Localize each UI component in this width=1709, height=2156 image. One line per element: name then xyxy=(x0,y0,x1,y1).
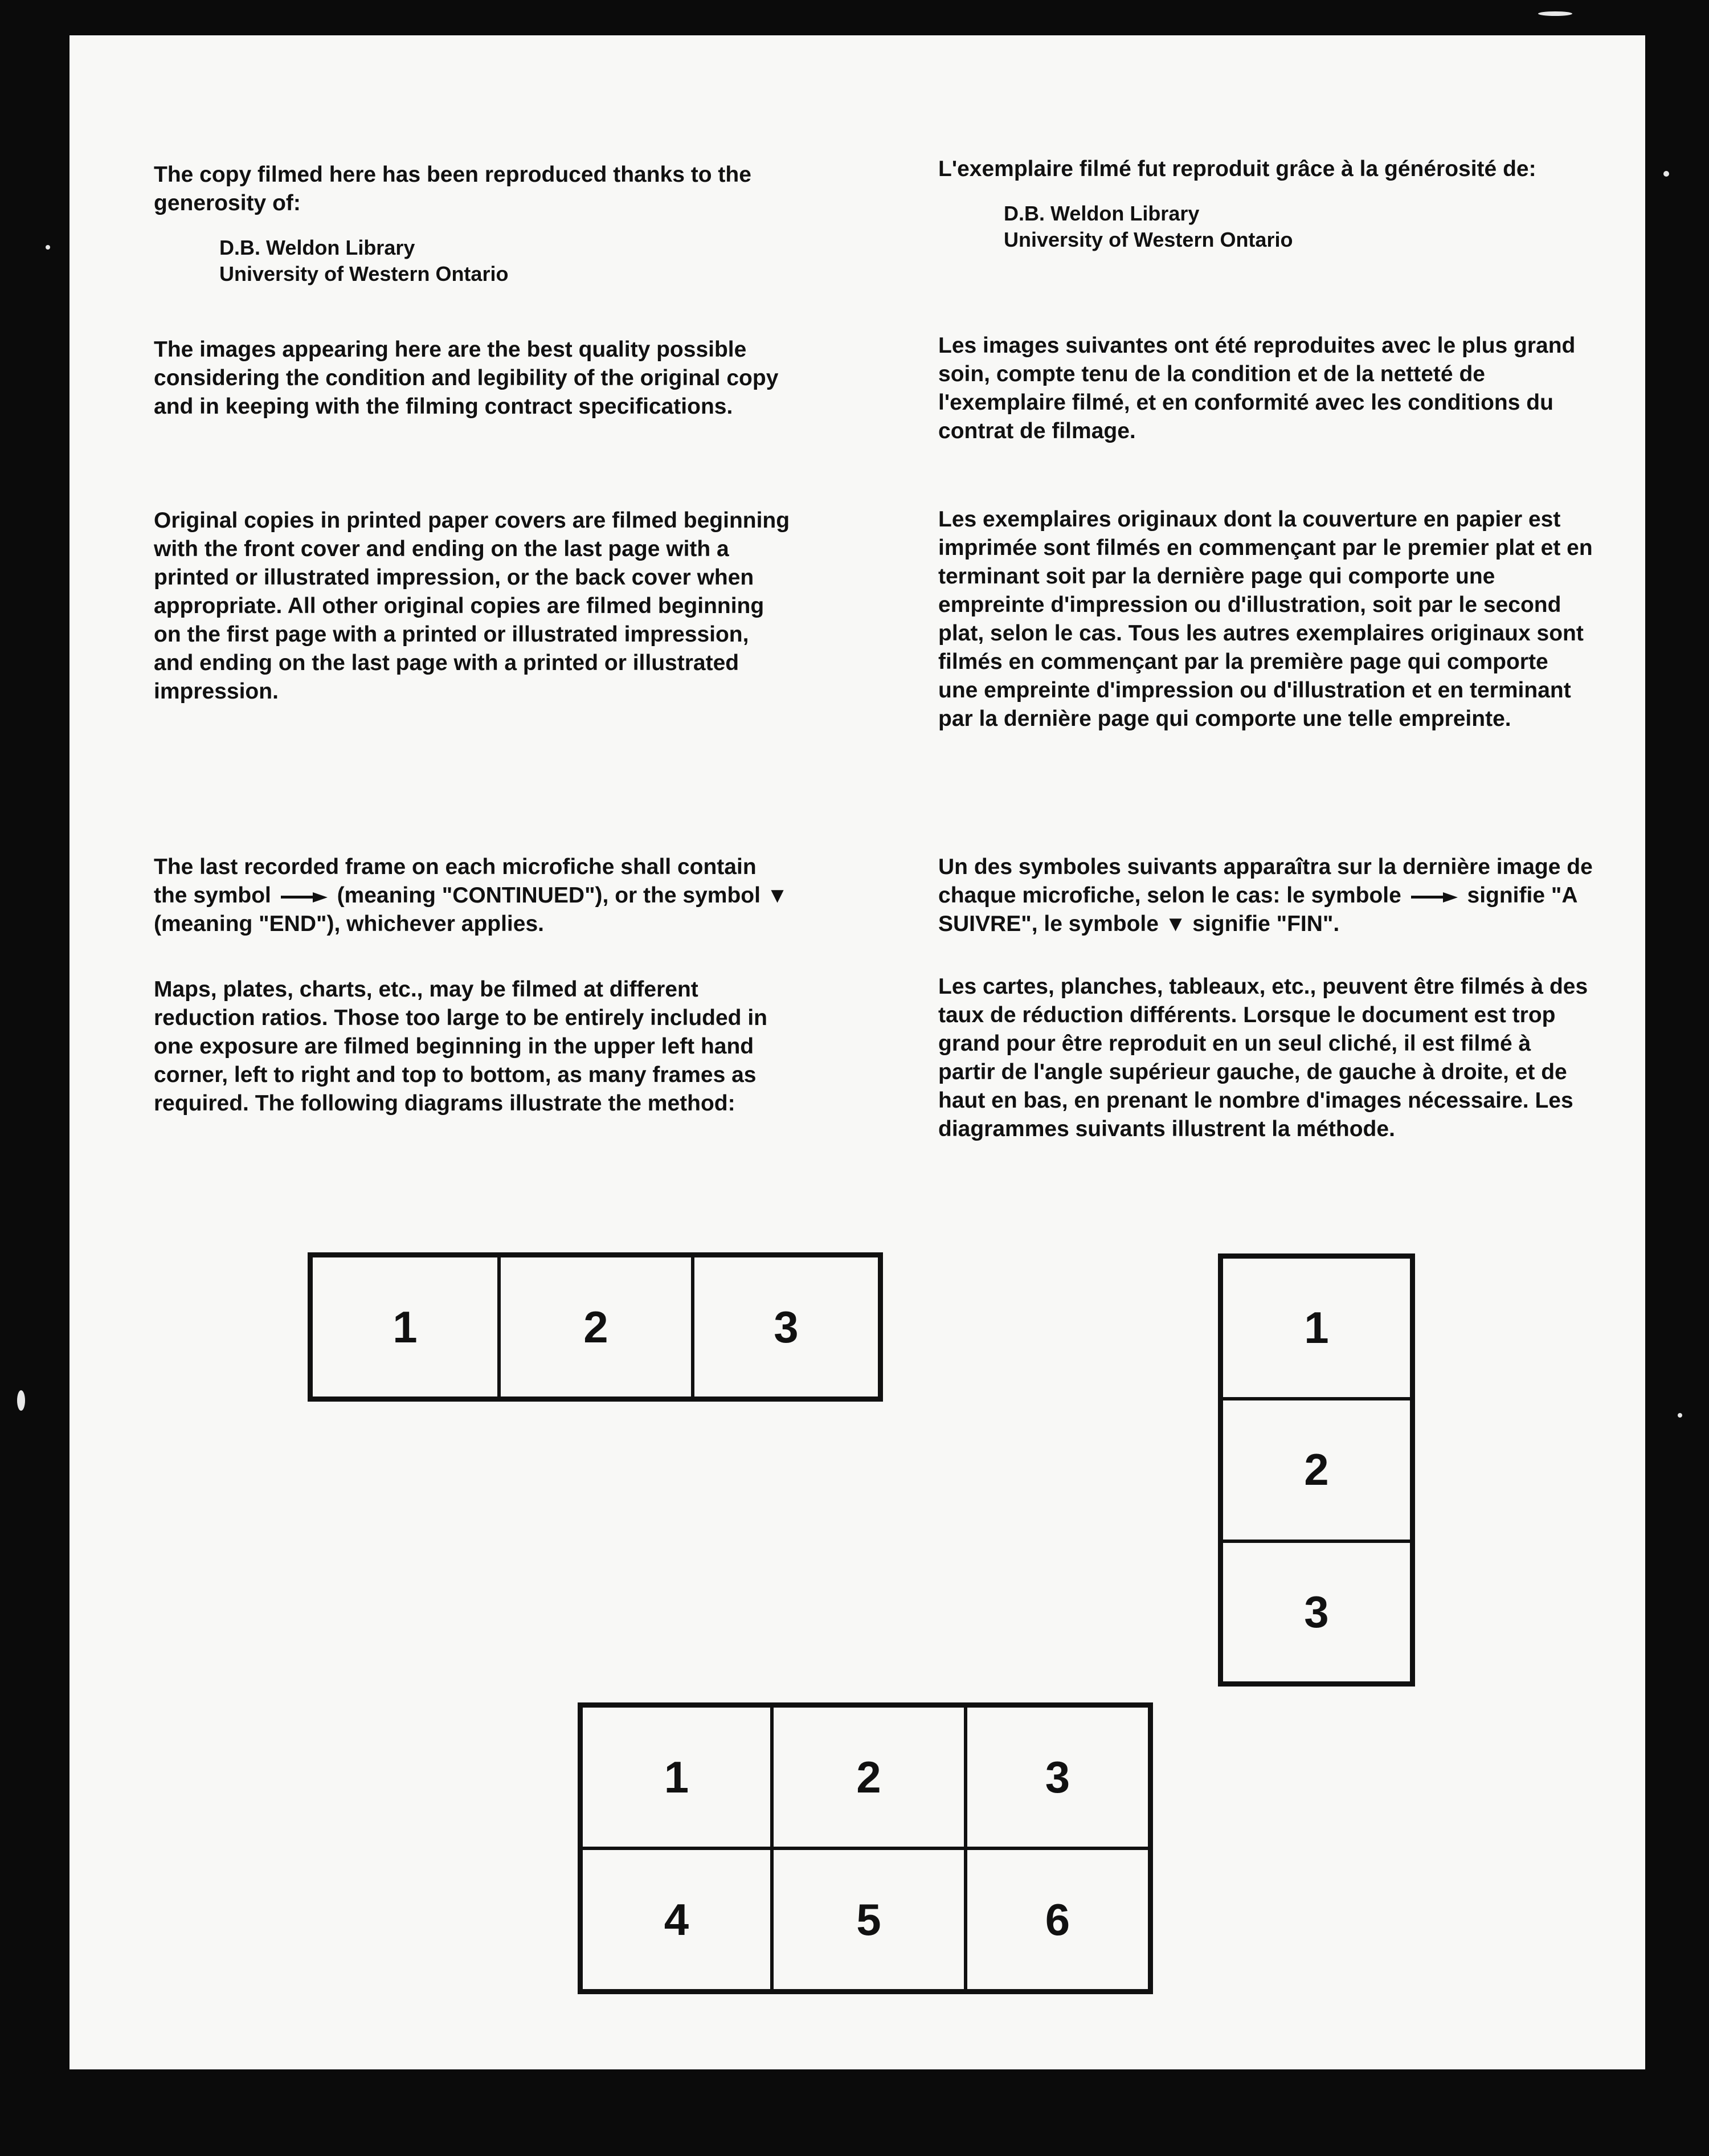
symbols-paragraph-fr xyxy=(938,853,1593,938)
diagram-cell: 1 xyxy=(581,1706,772,1848)
diagram-cell: 5 xyxy=(772,1848,966,1991)
symbols-text-a: The last recorded frame on each microfiche shall contain the symbol xyxy=(154,855,757,908)
symbols-text-c: (meaning "END"), whichever applies. xyxy=(154,912,544,936)
diagram-cell: 3 xyxy=(966,1706,1150,1848)
end-triangle-icon: ▼ xyxy=(1164,912,1187,936)
library-institution-fr: University of Western Ontario xyxy=(1004,228,1293,251)
library-block xyxy=(219,235,792,287)
library-block-fr xyxy=(1004,201,1593,253)
diagram-vertical xyxy=(1218,1253,1415,1687)
film-speck xyxy=(1663,171,1669,177)
diagram-cell: 1 xyxy=(1221,1257,1412,1399)
quality-paragraph: The images appearing here are the best quality possible considering the condition and legibility of the original copy and in keeping with the filming contract specifications. xyxy=(154,337,779,419)
diagram-horizontal xyxy=(308,1252,883,1402)
diagram-cell: 2 xyxy=(499,1256,693,1398)
library-name-fr: D.B. Weldon Library xyxy=(1004,202,1200,225)
diagram-cell: 1 xyxy=(311,1256,499,1398)
symbols-paragraph xyxy=(154,853,792,938)
film-speck xyxy=(1538,11,1572,16)
maps-paragraph: Maps, plates, charts, etc., may be filmed at different reduction ratios. Those too large to be entirely included in one exposure are filmed beginning in the upper left hand corner, left to right and top to bottom, as many frames as required. The following diagrams illustrate the method: xyxy=(154,977,767,1116)
diagram-cell: 4 xyxy=(581,1848,772,1991)
film-speck xyxy=(46,245,50,250)
quality-paragraph-fr: Les images suivantes ont été reproduites avec le plus grand soin, compte tenu de la condition et de la netteté de l'exemplaire filmé, et en conformité avec les conditions du contrat de filmage. xyxy=(938,333,1576,443)
symbols-text-b-fr: signifie "A SUIVRE", le symbole xyxy=(938,883,1577,936)
maps-paragraph-fr: Les cartes, planches, tableaux, etc., peuvent être filmés à des taux de réduction différents. Lorsque le document est trop grand pour être reproduit en un seul cliché, il est filmé à partir de l'angle supérieur gauche, de gauche à droite, et de haut en bas, en prenant le nombre d'images nécessaire. Les diagrammes suivants illustrent la méthode. xyxy=(938,974,1588,1141)
symbols-text-c-fr: signifie "FIN". xyxy=(1192,912,1340,936)
diagram-cell: 3 xyxy=(693,1256,880,1398)
library-institution: University of Western Ontario xyxy=(219,262,509,285)
credit-text-fr: L'exemplaire filmé fut reproduit grâce à la générosité de: xyxy=(938,157,1536,181)
originals-paragraph: Original copies in printed paper covers are filmed beginning with the front cover and ending on the last page with a printed or illustrated impression, or the back cover when appropriate. All other original copies are filmed beginning on the first page with a printed or illustrated impression, and ending on the last page with a printed or illustrated impression. xyxy=(154,508,790,704)
arrow-icon xyxy=(281,892,328,901)
end-triangle-icon: ▼ xyxy=(766,884,788,908)
diagram-cell: 3 xyxy=(1221,1541,1412,1683)
diagram-cell: 2 xyxy=(772,1706,966,1848)
symbols-text-a-fr: Un des symboles suivants apparaîtra sur la dernière image de chaque microfiche, selon le cas: le symbole xyxy=(938,855,1593,908)
library-name: D.B. Weldon Library xyxy=(219,236,415,259)
film-speck xyxy=(17,1390,25,1411)
document-page xyxy=(69,35,1645,2069)
symbols-text-b: (meaning "CONTINUED"), or the symbol xyxy=(337,883,761,908)
originals-paragraph-fr: Les exemplaires originaux dont la couverture en papier est imprimée sont filmés en commençant par le premier plat et en terminant soit par la dernière page qui comporte une empreinte d'impression ou d'illustration, soit par le second plat, selon le cas. Tous les autres exemplaires originaux sont filmés en commençant par la première page qui comporte une empreinte d'impression ou d'illustration et en terminant par la dernière page qui comporte une telle empreinte. xyxy=(938,507,1593,731)
film-speck xyxy=(1678,1413,1682,1418)
diagram-cell: 6 xyxy=(966,1848,1150,1991)
diagram-grid xyxy=(578,1702,1153,1994)
diagram-cell: 2 xyxy=(1221,1399,1412,1541)
credit-text: The copy filmed here has been reproduced thanks to the generosity of: xyxy=(154,162,751,215)
arrow-icon xyxy=(1411,892,1458,901)
